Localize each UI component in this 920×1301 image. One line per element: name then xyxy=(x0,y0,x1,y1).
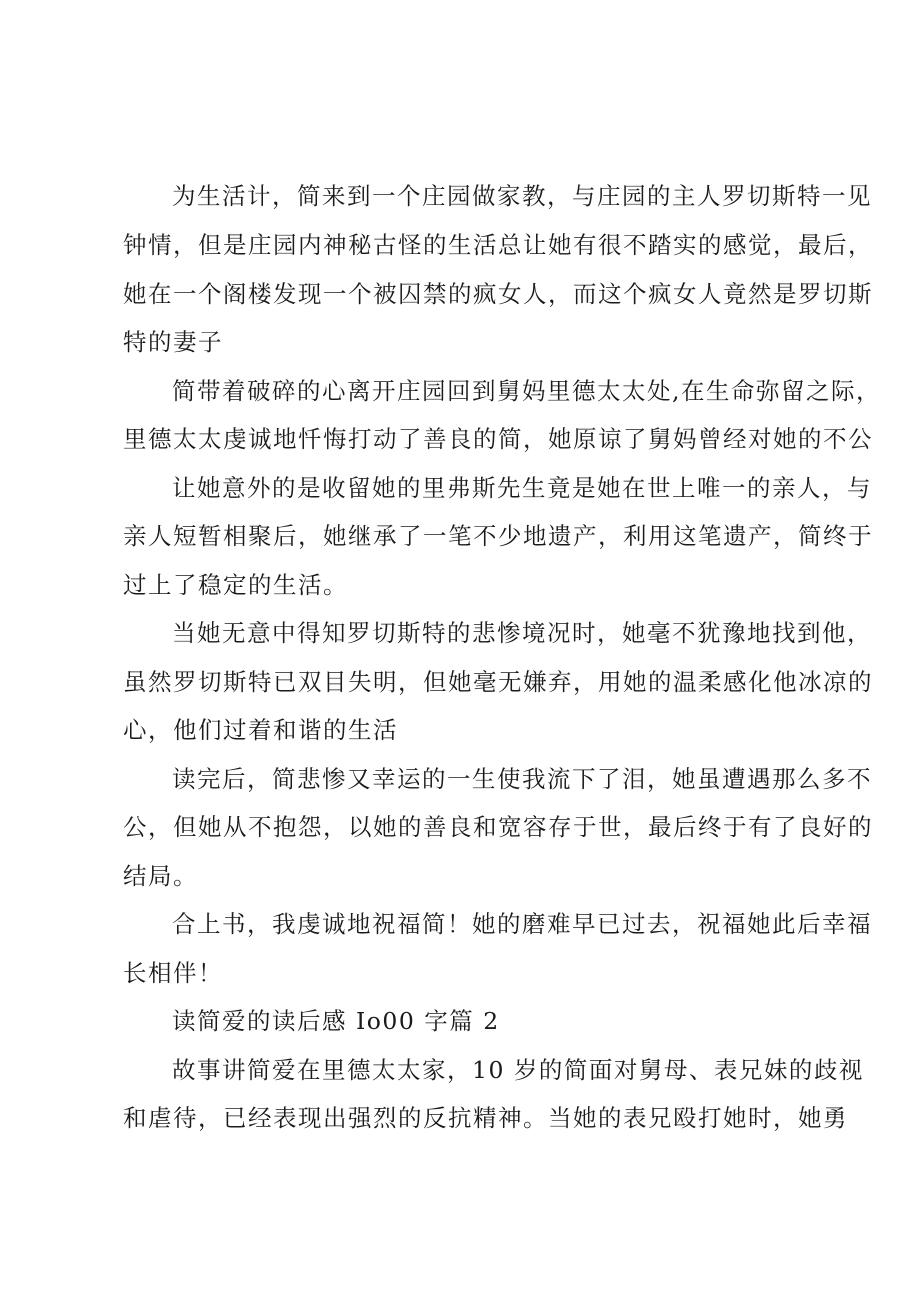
text-line: 特的妻子 xyxy=(123,328,223,356)
text-line: 故事讲简爱在里德太太家，10 岁的简面对舅母、表兄妹的歧视 xyxy=(172,1056,864,1084)
text-line: 里德太太虔诚地忏悔打动了善良的简，她原谅了舅妈曾经对她的不公 xyxy=(123,425,873,453)
section-heading: 读简爱的读后感 Io00 字篇 2 xyxy=(172,1007,500,1035)
text-line: 她在一个阁楼发现一个被囚禁的疯女人，而这个疯女人竟然是罗切斯 xyxy=(123,280,873,308)
text-line: 长相伴！ xyxy=(123,959,223,987)
text-line: 合上书，我虔诚地祝福简！她的磨难早已过去，祝福她此后幸福 xyxy=(172,910,872,938)
text-line: 钟情，但是庄园内神秘古怪的生活总让她有很不踏实的感觉，最后， xyxy=(123,231,873,259)
text-line: 结局。 xyxy=(123,862,198,890)
text-line: 过上了稳定的生活。 xyxy=(123,571,348,599)
text-line: 公，但她从不抱怨，以她的善良和宽容存于世，最后终于有了良好的 xyxy=(123,813,873,841)
text-line: 简带着破碎的心离开庄园回到舅妈里德太太处,在生命弥留之际， xyxy=(172,377,881,405)
text-line: 为生活计，简来到一个庄园做家教，与庄园的主人罗切斯特一见 xyxy=(172,182,872,210)
text-line: 让她意外的是收留她的里弗斯先生竟是她在世上唯一的亲人，与 xyxy=(172,474,872,502)
text-line: 心，他们过着和谐的生活 xyxy=(123,716,398,744)
text-line: 虽然罗切斯特已双目失明，但她毫无嫌弃，用她的温柔感化他冰凉的 xyxy=(123,668,873,696)
text-line: 读完后，简悲惨又幸运的一生使我流下了泪，她虽遭遇那么多不 xyxy=(172,765,872,793)
text-line: 和虐待，已经表现出强烈的反抗精神。当她的表兄殴打她时，她勇 xyxy=(123,1104,848,1132)
text-line: 当她无意中得知罗切斯特的悲惨境况时，她毫不犹豫地找到他， xyxy=(172,619,872,647)
text-line: 亲人短暂相聚后，她继承了一笔不少地遗产，利用这笔遗产，简终于 xyxy=(123,522,873,550)
